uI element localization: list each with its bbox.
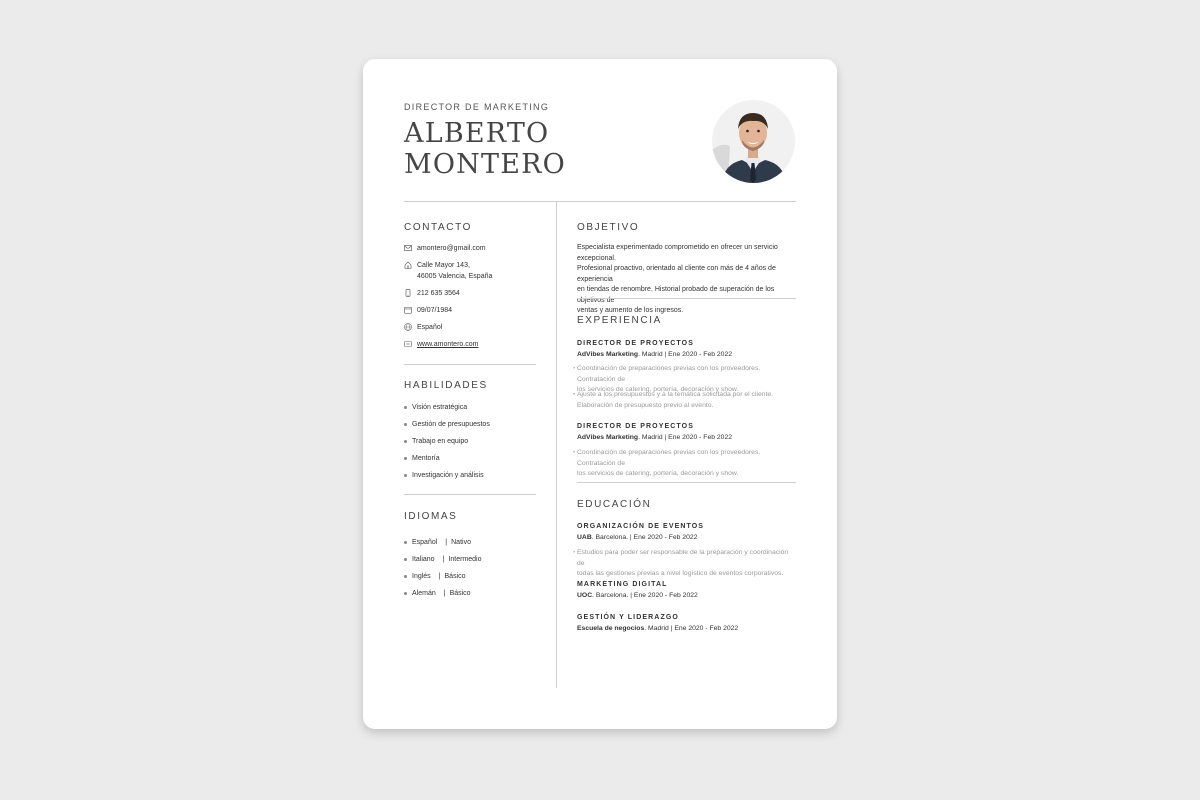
job-meta: AdVibes Marketing. Madrid | Ene 2020 - Feb 2022 (577, 351, 733, 358)
column-divider (556, 202, 557, 688)
link-icon (404, 340, 412, 348)
education-meta: UOC. Barcelona. | Ene 2020 - Feb 2022 (577, 592, 698, 599)
phone-icon (404, 289, 412, 297)
phone-text: 212 635 3564 (417, 290, 460, 297)
objective-divider (577, 298, 796, 299)
address-line-2: 46005 Valencia, España (417, 272, 493, 280)
education-meta: UAB. Barcelona. | Ene 2020 - Feb 2022 (577, 534, 698, 541)
email-text: amontero@gmail.com (417, 245, 486, 252)
first-name: ALBERTO (404, 118, 550, 149)
education-title: EDUCACIÓN (577, 499, 652, 510)
skill-item: Visión estratégica (404, 403, 467, 412)
contact-birthdate (404, 306, 544, 317)
job-description: • Coordinación de preparaciones previas con los proveedores. Contratación de los servicios de catering, portería, decoración y show. (573, 364, 797, 396)
objective-title: OBJETIVO (577, 222, 640, 233)
contact-website (404, 340, 544, 351)
contact-phone (404, 289, 544, 300)
profile-photo (712, 100, 795, 183)
contact-divider (404, 364, 536, 365)
skill-item: Investigación y análisis (404, 471, 484, 480)
home-icon (404, 261, 412, 269)
skill-item: Trabajo en equipo (404, 437, 468, 446)
language-item: Italiano | Intermedio (404, 555, 481, 564)
experience-title: EXPERIENCIA (577, 315, 662, 326)
job-title: DIRECTOR DE PROYECTOS (577, 340, 694, 347)
resume-page (363, 59, 837, 729)
job-description: • Coordinación de preparaciones previas con los proveedores. Contratación de los servicios de catering, portería, decoración y show. (573, 448, 797, 480)
language-item: Inglés | Básico (404, 572, 466, 581)
education-title-item: GESTIÓN Y LIDERAZGO (577, 614, 679, 621)
languages-title: IDIOMAS (404, 511, 458, 522)
education-description: • Estudios para poder ser responsable de la preparación y coordinación de todas las gestiones previas a nivel logístico de eventos corporativos. (573, 548, 797, 580)
skill-item: Mentoría (404, 454, 440, 463)
skills-title: HABILIDADES (404, 380, 488, 391)
job-title: DIRECTOR DE PROYECTOS (577, 423, 694, 430)
contact-email (404, 244, 544, 255)
nationality-text: Español (417, 324, 443, 331)
objective-text: Especialista experimentado comprometido en ofrecer un servicio excepcional. Profesional proactivo, orientado al cliente con más de 4 años de experiencia en tiendas de renombre. Historial probado de superación de los objetivos de ventas y aumento de los ingresos. (577, 244, 778, 314)
education-title-item: MARKETING DIGITAL (577, 581, 668, 588)
job-role: DIRECTOR DE MARKETING (404, 102, 550, 112)
skills-divider (404, 494, 536, 495)
birthdate-text: 09/07/1984 (417, 307, 453, 314)
contact-nationality (404, 323, 544, 334)
contact-title: CONTACTO (404, 222, 472, 233)
experience-divider (577, 482, 796, 483)
contact-address (404, 261, 544, 282)
full-name (404, 118, 566, 180)
job-description: • Ajuste a los presupuestos y a la temática solicitada por el cliente. Elaboración de presupuesto previo al evento. (573, 390, 797, 411)
globe-icon (404, 323, 412, 331)
skill-item: Gestión de presupuestos (404, 420, 490, 429)
mail-icon (404, 244, 412, 252)
job-meta: AdVibes Marketing. Madrid | Ene 2020 - Feb 2022 (577, 434, 733, 441)
calendar-icon (404, 306, 412, 314)
education-meta: Escuela de negocios. Madrid | Ene 2020 - Feb 2022 (577, 625, 739, 632)
header-divider (404, 201, 796, 202)
education-title-item: ORGANIZACIÓN DE EVENTOS (577, 523, 705, 530)
language-item: Español | Nativo (404, 538, 471, 547)
address-line-1: Calle Mayor 143, (417, 262, 470, 269)
website-link[interactable]: www.amontero.com (417, 341, 479, 348)
last-name: MONTERO (404, 149, 566, 180)
language-item: Alemán | Básico (404, 589, 471, 598)
